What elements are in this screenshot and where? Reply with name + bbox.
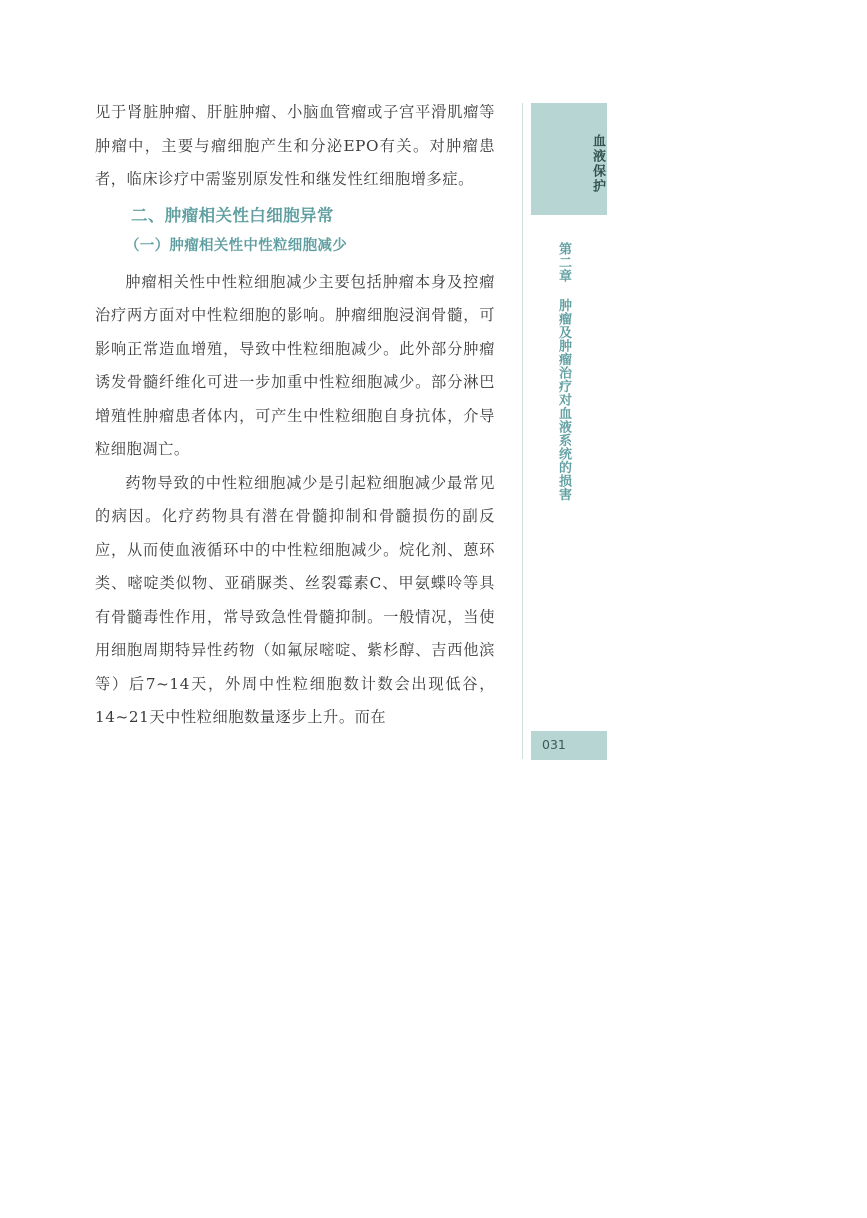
page-number: 031 (542, 737, 566, 752)
paragraph-drug-neutropenia: 药物导致的中性粒细胞减少是引起粒细胞减少最常见的病因。化疗药物具有潜在骨髓抑制和骨髓损伤的副反应，从而使血液循环中的中性粒细胞减少。烷化剂、蒽环类、嘧啶类似物、亚硝脲类、丝裂霉素C、甲氨蝶呤等具有骨髓毒性作用，常导致急性骨髓抑制。一般情况，当使用细胞周期特异性药物（如氟尿嘧啶、紫杉醇、吉西他滨等）后7~14天，外周中性粒细胞数计数会出现低谷，14~21天中性粒细胞数量逐步上升。而在 (95, 473, 495, 726)
side-tab-label: 血液保护 (590, 134, 605, 194)
section-heading: 二、肿瘤相关性白细胞异常 (131, 205, 334, 225)
chapter-running-title (553, 242, 573, 532)
side-tab (531, 103, 607, 215)
chapter-number: 第二章 (556, 242, 571, 283)
subsection-heading: （一）肿瘤相关性中性粒细胞减少 (125, 237, 347, 254)
chapter-title-text: 肿瘤及肿瘤治疗对血液系统的损害 (556, 298, 571, 501)
page-number-tab (531, 731, 607, 760)
margin-divider-line (522, 103, 523, 759)
paragraph-tumor-neutropenia: 肿瘤相关性中性粒细胞减少主要包括肿瘤本身及控瘤治疗两方面对中性粒细胞的影响。肿瘤细胞浸润骨髓，可影响正常造血增殖，导致中性粒细胞减少。此外部分肿瘤诱发骨髓纤维化可进一步加重中性粒细胞减少。部分淋巴增殖性肿瘤患者体内，可产生中性粒细胞自身抗体，介导粒细胞凋亡。 (95, 272, 495, 458)
body-text-column (95, 96, 495, 735)
paragraph-continuation: 见于肾脏肿瘤、肝脏肿瘤、小脑血管瘤或子宫平滑肌瘤等肿瘤中，主要与瘤细胞产生和分泌EPO有关。对肿瘤患者，临床诊疗中需鉴别原发性和继发性红细胞增多症。 (95, 103, 495, 188)
